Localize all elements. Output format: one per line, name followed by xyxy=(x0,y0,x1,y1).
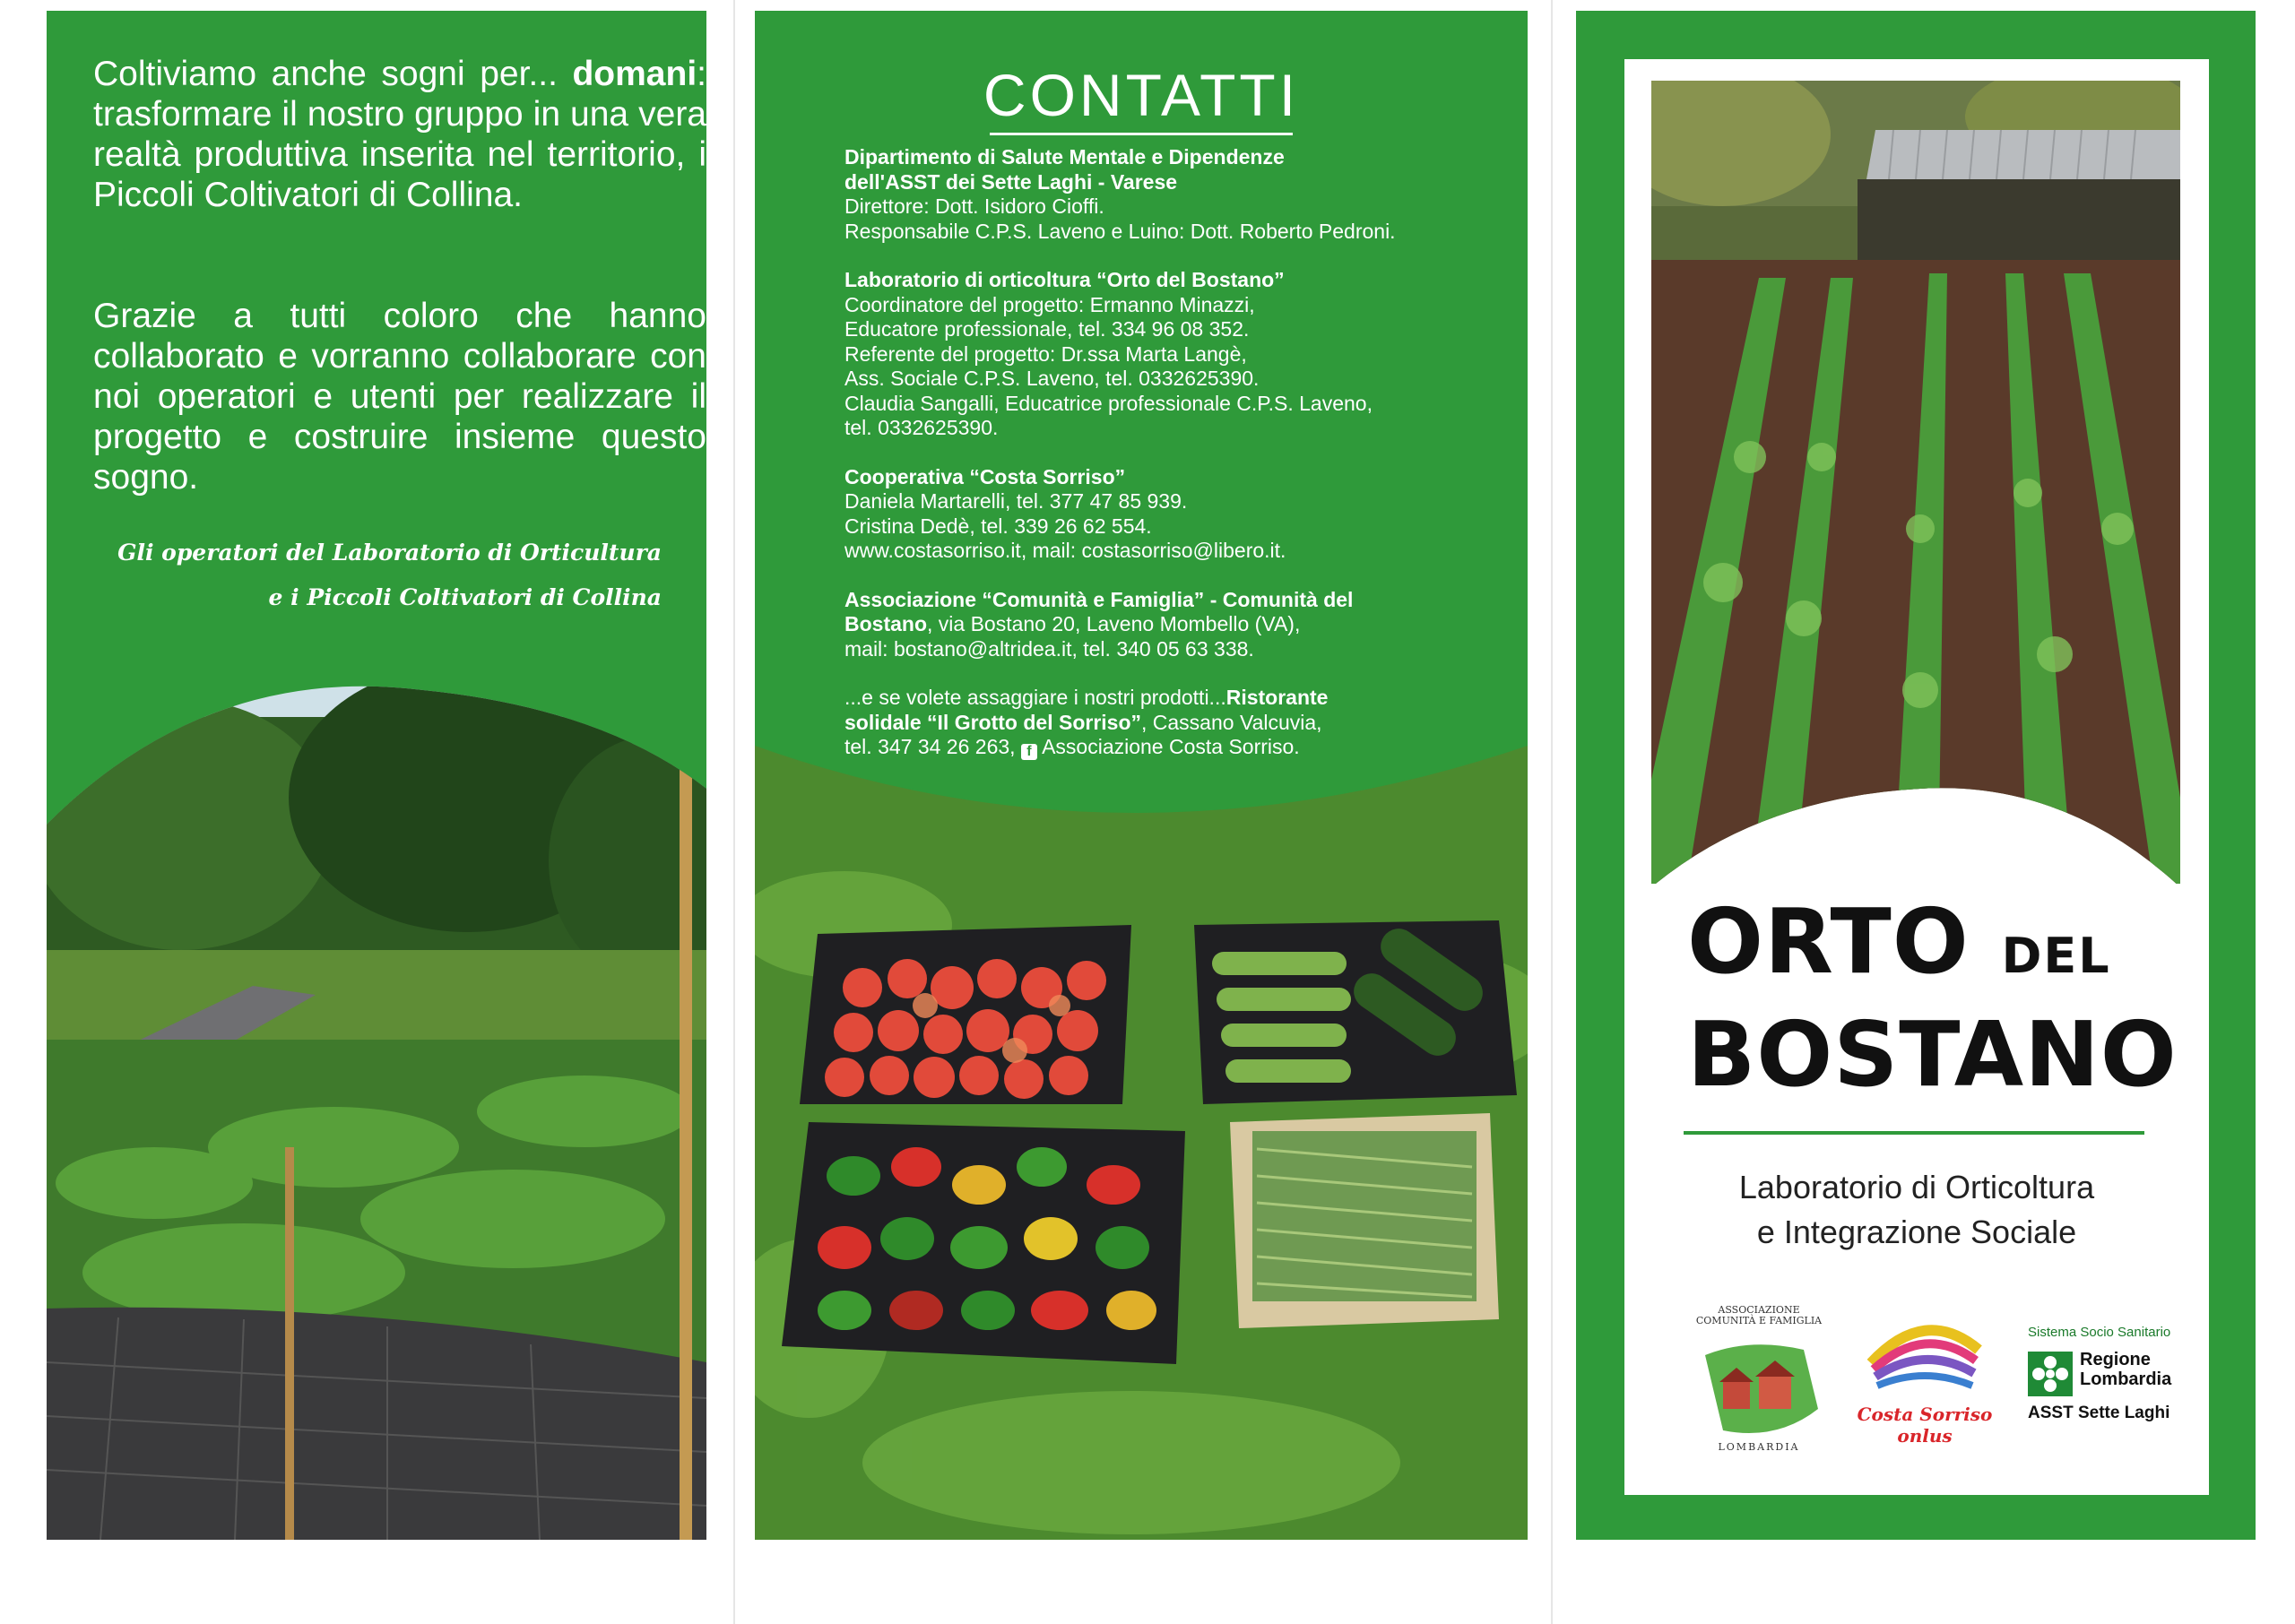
vegetable-crates-photo xyxy=(755,746,1528,1540)
logo-region-name-2: Lombardia xyxy=(2080,1369,2172,1389)
restaurant-phone: tel. 347 34 26 263, xyxy=(844,735,1016,758)
dept-manager: Responsabile C.P.S. Laveno e Luino: Dott. Roberto Pedroni. xyxy=(844,219,1396,243)
coop-line2: Cristina Dedè, tel. 339 26 62 554. xyxy=(844,514,1152,538)
dept-name-1: Dipartimento di Salute Mentale e Dipendenze xyxy=(844,145,1285,168)
coop-name: Cooperativa “Costa Sorriso” xyxy=(844,464,1126,488)
lab-name: Laboratorio di orticoltura “Orto del Bostano” xyxy=(844,268,1285,291)
intro-rest: : trasformare il nostro gruppo in una vera realtà produttiva inserita nel territorio, i Piccoli Coltivatori di Collina. xyxy=(93,55,706,214)
panel-left xyxy=(47,11,706,1540)
title-underline xyxy=(990,133,1293,135)
panel-middle xyxy=(755,11,1528,1540)
fold-line-1 xyxy=(733,0,735,1624)
assoc-line2: , via Bostano 20, Laveno Mombello (VA), xyxy=(927,612,1301,635)
brand-title xyxy=(1687,889,2189,1107)
houses-icon xyxy=(1696,1337,1822,1441)
contact-department xyxy=(844,145,1477,244)
partner-logos xyxy=(1624,1305,2209,1466)
assoc-name-1: Associazione “Comunità e Famiglia” - Comunità del xyxy=(844,587,1354,611)
facebook-icon: f xyxy=(1021,744,1037,760)
contact-assoc xyxy=(844,588,1477,662)
lab-line1: Coordinatore del progetto: Ermanno Minazzi, xyxy=(844,292,1255,316)
intro-bold: domani xyxy=(572,55,697,93)
subtitle-line1: Laboratorio di Orticoltura xyxy=(1738,1169,2095,1205)
subtitle xyxy=(1624,1165,2209,1255)
logo-regione-lombardia xyxy=(2028,1325,2198,1432)
signature-line1: Gli operatori del Laboratorio di Orticultura xyxy=(117,540,662,566)
title-orto: ORTO xyxy=(1687,889,1970,994)
logo-region-system: Sistema Socio Sanitario xyxy=(2028,1325,2171,1340)
fold-line-2 xyxy=(1551,0,1553,1624)
garden-photo-rows xyxy=(47,681,706,1540)
contacts-title: CONTATTI xyxy=(983,62,1300,128)
lab-line4: Ass. Sociale C.P.S. Laveno, tel. 0332625390. xyxy=(844,367,1260,390)
lab-line2: Educatore professionale, tel. 334 96 08 352. xyxy=(844,317,1250,341)
logo-costa-text xyxy=(1849,1404,2001,1447)
title-bostano: BOSTANO xyxy=(1687,1002,2178,1107)
assoc-line3: mail: bostano@altridea.it, tel. 340 05 63 338. xyxy=(844,636,1254,661)
logo-costa-line1: Costa Sorriso xyxy=(1857,1404,1993,1425)
contacts-list xyxy=(844,145,1477,784)
assoc-name-2: Bostano xyxy=(844,612,927,635)
lab-line5: Claudia Sangalli, Educatrice professionale C.P.S. Laveno, xyxy=(844,391,1373,415)
intro-start: Coltiviamo anche sogni per... xyxy=(93,55,558,93)
thanks-paragraph: Grazie a tutti coloro che hanno collaborato e vorranno collaborare con noi operatori e utenti per realizzare il progetto e costruire insieme questo sogno. xyxy=(93,297,706,497)
restaurant-rest: , Cassano Valcuvia, xyxy=(1141,710,1322,734)
logo-region-name xyxy=(2080,1350,2205,1389)
logo-region-name-1: Regione xyxy=(2080,1350,2151,1369)
cover-card xyxy=(1624,59,2209,1495)
coop-line3: www.costasorriso.it, mail: costasorriso@libero.it. xyxy=(844,539,1286,562)
intro-paragraph xyxy=(93,54,706,215)
lombardy-rose-icon xyxy=(2028,1352,2073,1396)
rainbow-icon xyxy=(1866,1314,1983,1395)
dept-name-2: dell'ASST dei Sette Laghi - Varese xyxy=(844,169,1178,194)
logo-region-asst: ASST Sette Laghi xyxy=(2028,1404,2170,1422)
signature-line2: e i Piccoli Coltivatori di Collina xyxy=(268,584,662,610)
logo-assoc-bottom: LOMBARDIA xyxy=(1718,1441,1800,1453)
logo-costa-sorriso xyxy=(1849,1314,2001,1457)
contact-lab xyxy=(844,268,1477,441)
logo-comunita-famiglia xyxy=(1687,1305,1831,1457)
subtitle-line2: e Integrazione Sociale xyxy=(1756,1214,2077,1250)
title-del: DEL xyxy=(2001,928,2111,984)
contact-coop xyxy=(844,465,1477,564)
restaurant-facebook: Associazione Costa Sorriso. xyxy=(1042,735,1300,758)
dept-director: Direttore: Dott. Isidoro Cioffi. xyxy=(844,194,1104,218)
restaurant-bold1: Ristorante xyxy=(1225,686,1329,709)
restaurant-intro: ...e se volete assaggiare i nostri prodotti... xyxy=(844,686,1226,709)
coop-line1: Daniela Martarelli, tel. 377 47 85 939. xyxy=(844,489,1188,513)
restaurant-bold2: solidale “Il Grotto del Sorriso” xyxy=(844,710,1141,734)
title-rule xyxy=(1684,1131,2144,1135)
lab-line3: Referente del progetto: Dr.ssa Marta Langè, xyxy=(844,341,1247,366)
signature xyxy=(106,531,662,620)
lab-line6: tel. 0332625390. xyxy=(844,416,999,439)
logo-assoc-top: ASSOCIAZIONE COMUNITÀ E FAMIGLIA xyxy=(1695,1304,1823,1326)
logo-costa-line2: onlus xyxy=(1897,1425,1953,1447)
panel-right xyxy=(1576,11,2256,1540)
garden-rows-cover-photo xyxy=(1651,81,2180,884)
